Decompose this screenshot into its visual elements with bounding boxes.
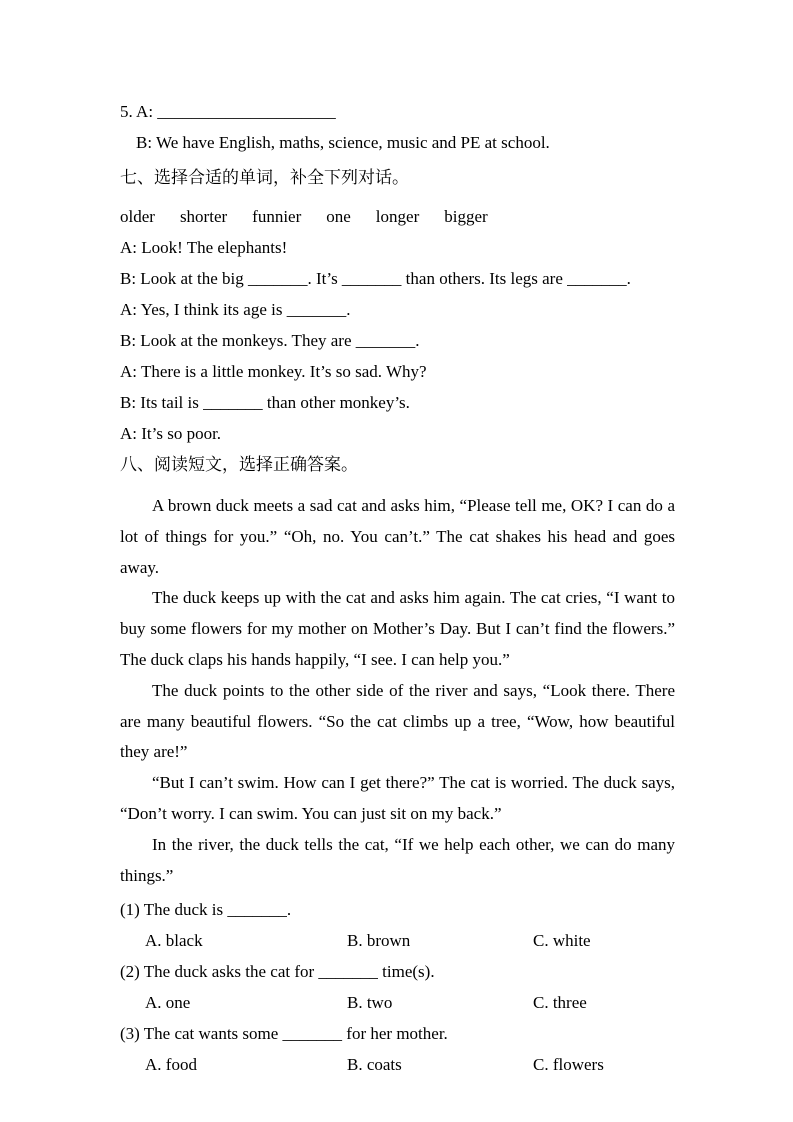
question-1-option-b: B. brown bbox=[347, 931, 411, 951]
word-bank-item: shorter bbox=[179, 207, 228, 226]
question-3-options bbox=[120, 1049, 675, 1080]
word-bank-item: bigger bbox=[444, 207, 488, 226]
word-bank-item: funnier bbox=[252, 207, 302, 226]
question-3-option-a: A. food bbox=[145, 1055, 197, 1075]
question-2-options bbox=[120, 987, 675, 1018]
question-2-option-a: A. one bbox=[145, 993, 191, 1013]
passage-paragraph: The duck keeps up with the cat and asks him again. The cat cries, “I want to buy some flowers for my mother on Mother’s Day. But I can’t find the flowers.” The duck claps his hands happily, “I see. I can help you.” bbox=[120, 588, 675, 669]
passage-paragraph: “But I can’t swim. How can I get there?” The cat is worried. The duck says, “Don’t worry. I can swim. You can just sit on my back.” bbox=[120, 773, 675, 823]
passage-paragraph: The duck points to the other side of the river and says, “Look there. There are many beautiful flowers. “So the cat climbs up a tree, “Wow, how beautiful they are!” bbox=[120, 680, 675, 762]
section-eight-heading: 八、阅读短文，选择正确答案。 bbox=[120, 455, 358, 474]
word-bank-item: longer bbox=[375, 207, 420, 226]
dialogue-line: A: It’s so poor. bbox=[120, 424, 222, 443]
dialogue-line: A: There is a little monkey. It’s so sad. Why? bbox=[120, 362, 427, 381]
comprehension-questions bbox=[120, 894, 675, 1080]
dialogue-line: B: Look at the big _______. It’s _______ than others. Its legs are _______. bbox=[120, 269, 631, 288]
dialogue-line: B: Look at the monkeys. They are _______. bbox=[120, 331, 420, 350]
word-bank-item: one bbox=[326, 207, 351, 226]
question-1-option-a: A. black bbox=[145, 931, 203, 951]
section-seven-heading: 七、选择合适的单词，补全下列对话。 bbox=[120, 168, 409, 187]
question-3-stem: (3) The cat wants some _______ for her mother. bbox=[120, 1024, 448, 1044]
question-1-option-c: C. white bbox=[533, 931, 591, 951]
passage-paragraph: In the river, the duck tells the cat, “If we help each other, we can do many things.” bbox=[120, 834, 675, 885]
word-bank-item: older bbox=[120, 207, 155, 226]
question-1-stem: (1) The duck is _______. bbox=[120, 900, 292, 920]
question-5-prompt-line: 5. A: _____________________ bbox=[120, 102, 336, 121]
word-bank bbox=[120, 201, 675, 232]
question-3-option-c: C. flowers bbox=[533, 1055, 604, 1075]
question-5-answer-line: B: We have English, maths, science, music and PE at school. bbox=[136, 133, 550, 152]
question-2-option-c: C. three bbox=[533, 993, 587, 1013]
passage-paragraph: A brown duck meets a sad cat and asks him, “Please tell me, OK? I can do a lot of things for you.” “Oh, no. You can’t.” The cat shakes his head and goes away. bbox=[120, 496, 675, 577]
dialogue-line: A: Yes, I think its age is _______. bbox=[120, 300, 351, 319]
question-2-stem: (2) The duck asks the cat for _______ time(s). bbox=[120, 962, 435, 982]
question-3-option-b: B. coats bbox=[347, 1055, 402, 1075]
dialogue bbox=[120, 232, 675, 449]
dialogue-line: B: Its tail is _______ than other monkey’s. bbox=[120, 393, 410, 412]
reading-passage bbox=[120, 491, 675, 891]
dialogue-line: A: Look! The elephants! bbox=[120, 238, 288, 257]
question-2-option-b: B. two bbox=[347, 993, 393, 1013]
question-1-options bbox=[120, 925, 675, 956]
